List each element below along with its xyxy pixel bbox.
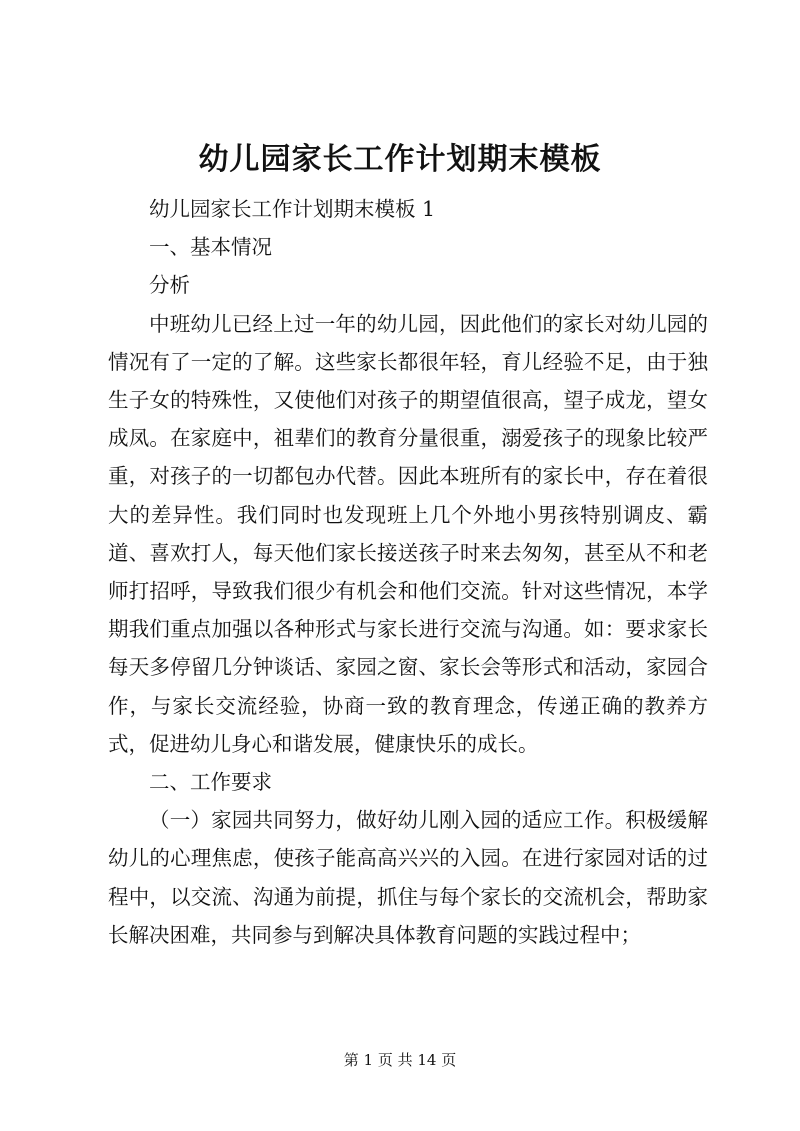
- document-title: 幼儿园家长工作计划期末模板: [198, 142, 602, 177]
- paragraph-2: （一）家园共同努力，做好幼儿刚入园的适应工作。积极缓解幼儿的心理焦虑，使孩子能高高兴兴的入园。在进行家园对话的过程中，以交流、沟通为前提，抓住与每个家长的交流机会，帮助家长解决困难，共同参与到解决具体教育问题的实践过程中；: [108, 808, 708, 947]
- section-1-subheading: 分析: [149, 273, 190, 298]
- paragraph-1: 中班幼儿已经上过一年的幼儿园，因此他们的家长对幼儿园的情况有了一定的了解。这些家长都很年轻，育儿经验不足，由于独生子女的特殊性，又使他们对孩子的期望值很高，望子成龙，望女成凤。在家庭中，祖辈们的教育分量很重，溺爱孩子的现象比较严重，对孩子的一切都包办代替。因此本班所有的家长中，存在着很大的差异性。我们同时也发现班上几个外地小男孩特别调皮、霸道、喜欢打人，每天他们家长接送孩子时来去匆匆，甚至从不和老师打招呼，导致我们很少有机会和他们交流。针对这些情况，本学期我们重点加强以各种形式与家长进行交流与沟通。如：要求家长每天多停留几分钟谈话、家园之窗、家长会等形式和活动，家园合作，与家长交流经验，协商一致的教育理念，传递正确的教养方式，促进幼儿身心和谐发展，健康快乐的成长。: [108, 311, 708, 756]
- section-2-heading: 二、工作要求: [149, 770, 272, 795]
- section-1-heading: 一、基本情况: [149, 235, 272, 260]
- page-footer: 第 1 页 共 14 页: [343, 1051, 457, 1069]
- document-subtitle: 幼儿园家长工作计划期末模板 1: [149, 197, 436, 221]
- document-body: [108, 190, 708, 954]
